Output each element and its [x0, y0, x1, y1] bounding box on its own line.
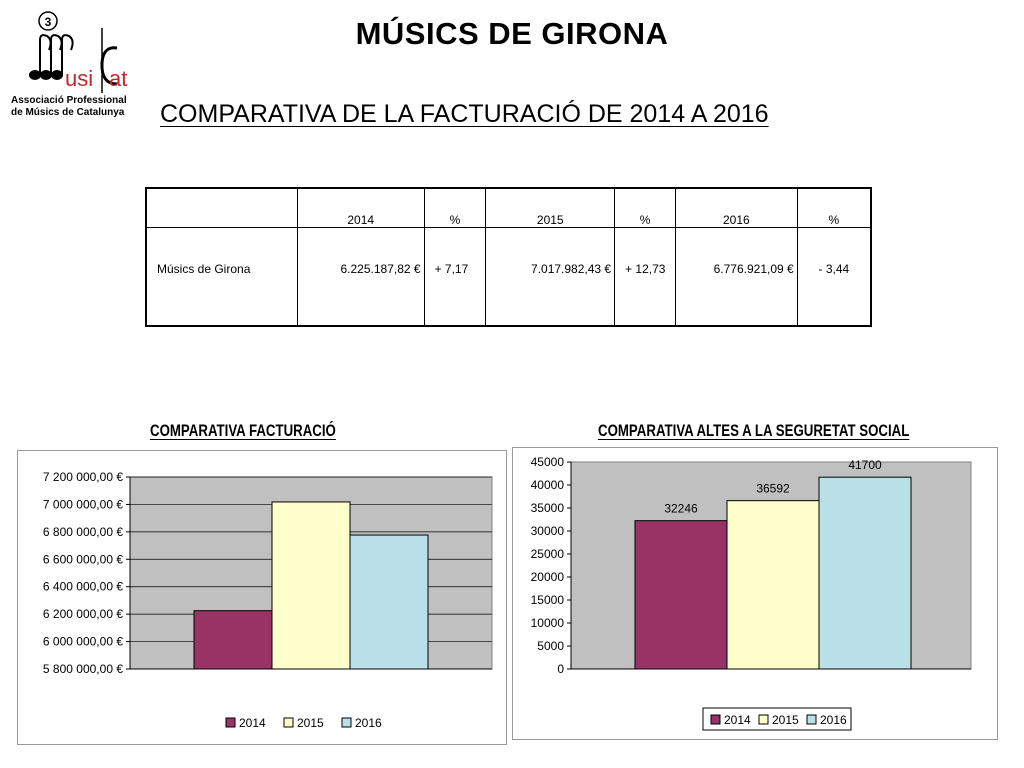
- y-tick-label: 6 200 000,00 €: [42, 607, 123, 622]
- logo-mark-text-2: at: [109, 66, 128, 91]
- legend-label-2016: 2016: [355, 716, 382, 730]
- table-header-cell: [146, 188, 297, 228]
- legend-swatch-2014: [226, 718, 235, 727]
- bar-2015: [727, 501, 819, 669]
- chart-title-billing: COMPARATIVA FACTURACIÓ: [150, 421, 336, 440]
- y-tick-label: 5 800 000,00 €: [42, 662, 123, 676]
- y-tick-label: 7 000 000,00 €: [42, 497, 123, 512]
- table-header-row: [146, 188, 871, 228]
- legend-label-2014: 2014: [724, 713, 751, 727]
- logo-org-line-2: de Músics de Catalunya: [11, 107, 125, 118]
- bar-2015: [272, 502, 350, 669]
- data-label-2016: 41700: [848, 458, 882, 473]
- table-cell: 6.225.187,82 €: [297, 228, 424, 326]
- y-tick-label: 20000: [530, 570, 564, 584]
- table-header-cell: 2014: [297, 188, 424, 228]
- y-tick-label: 15000: [530, 593, 564, 607]
- legend-swatch-2014: [711, 715, 720, 724]
- social-security-chart: [512, 447, 998, 740]
- logo-badge-number: 3: [44, 15, 52, 29]
- table-cell: 7.017.982,43 €: [486, 228, 615, 326]
- billing-chart-svg: [18, 451, 506, 744]
- page-title: MÚSICS DE GIRONA: [355, 16, 669, 51]
- legend-swatch-2016: [807, 715, 816, 724]
- y-tick-label: 45000: [530, 455, 564, 469]
- chart-title-social-security: COMPARATIVA ALTES A LA SEGURETAT SOCIAL: [598, 421, 910, 440]
- table-header-cell: %: [424, 188, 486, 228]
- y-tick-label: 35000: [530, 501, 564, 515]
- y-tick-label: 6 400 000,00 €: [42, 579, 123, 594]
- bar-2016: [819, 477, 911, 669]
- legend-label-2015: 2015: [772, 713, 799, 727]
- y-tick-label: 6 800 000,00 €: [42, 524, 123, 539]
- billing-comparison-table: [145, 187, 872, 327]
- logo-mark-text-1: usi: [65, 66, 94, 91]
- table-header-cell: 2015: [486, 188, 615, 228]
- y-tick-label: 6 000 000,00 €: [42, 634, 123, 649]
- table-cell-label: Músics de Girona: [146, 228, 297, 326]
- y-tick-label: 7 200 000,00 €: [42, 470, 123, 484]
- legend-swatch-2015: [284, 718, 293, 727]
- table-header-cell: 2016: [675, 188, 797, 228]
- legend-swatch-2015: [759, 715, 768, 724]
- bar-2014: [194, 611, 272, 669]
- table-header-cell: %: [615, 188, 676, 228]
- page-subtitle: COMPARATIVA DE LA FACTURACIÓ DE 2014 A 2016: [160, 100, 769, 128]
- table-cell: 6.776.921,09 €: [675, 228, 797, 326]
- table-cell: + 12,73: [615, 228, 676, 326]
- y-tick-label: 40000: [530, 478, 564, 492]
- y-tick-label: 25000: [530, 547, 564, 561]
- billing-chart: [17, 450, 507, 745]
- legend-label-2016: 2016: [820, 713, 847, 727]
- y-tick-label: 30000: [530, 524, 564, 538]
- bar-2014: [635, 521, 727, 669]
- y-tick-label: 5000: [537, 639, 564, 653]
- y-tick-label: 6 600 000,00 €: [42, 552, 123, 567]
- data-label-2015: 36592: [756, 481, 790, 496]
- y-tick-label: 0: [557, 662, 564, 676]
- legend-label-2015: 2015: [297, 716, 324, 730]
- legend-swatch-2016: [342, 718, 351, 727]
- table-header-cell: %: [797, 188, 871, 228]
- social-security-chart-svg: [513, 448, 997, 739]
- bar-2016: [350, 535, 428, 669]
- y-tick-label: 10000: [530, 616, 564, 630]
- table-row: [146, 228, 871, 326]
- table-cell: + 7,17: [424, 228, 486, 326]
- legend-label-2014: 2014: [239, 716, 266, 730]
- table-cell: - 3,44: [797, 228, 871, 326]
- data-label-2014: 32246: [664, 501, 698, 516]
- logo-org-line-1: Associació Professional: [11, 95, 127, 106]
